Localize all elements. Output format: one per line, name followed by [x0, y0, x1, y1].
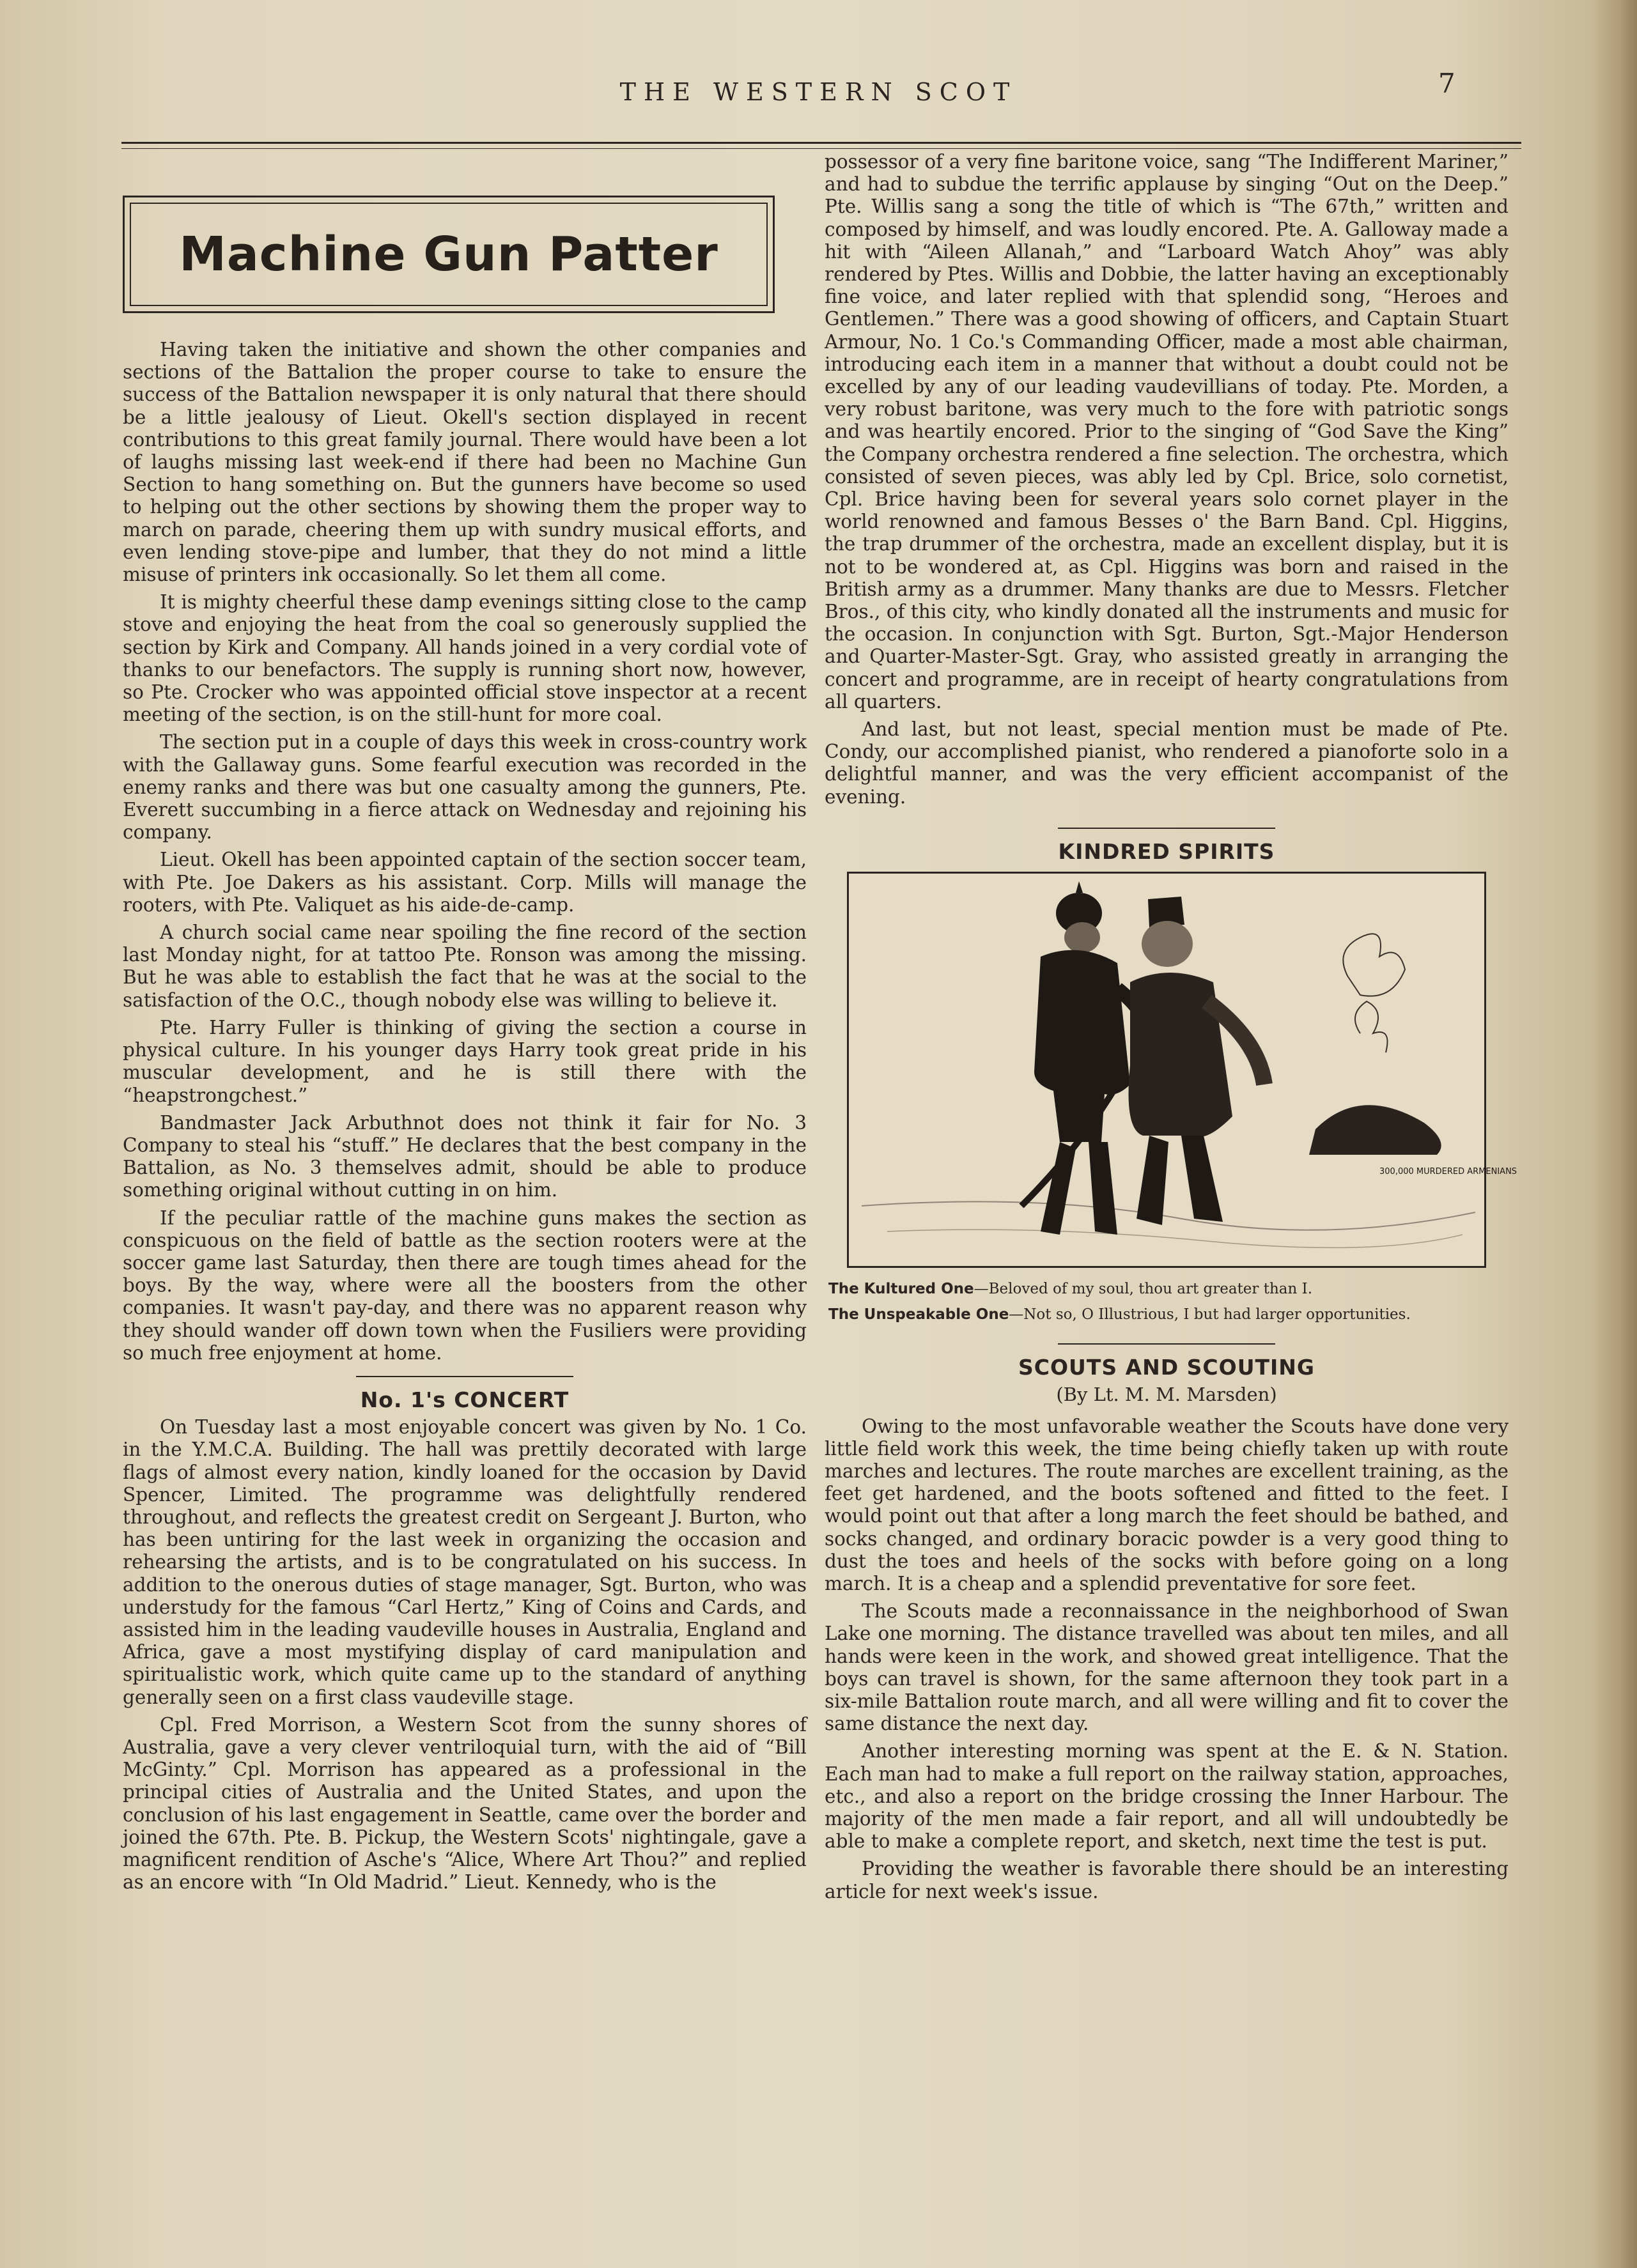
cartoon-heading: KINDRED SPIRITS: [1058, 838, 1275, 864]
page-number: 7: [1438, 68, 1455, 99]
smoke-and-bones: [1309, 934, 1441, 1155]
title-box: [123, 196, 775, 313]
paragraph: Providing the weather is favorable there should be an interesting article for next week's issue.: [825, 1858, 1509, 1902]
paragraph: Owing to the most unfavorable weather the Scouts have done very little field work this week, the time being chiefly taken up with route marches and lectures. The route marches are excellent training, as the feet get hardened, and the boots softened and fitted to the feet. I would point out that after a long march the feet should be bathed, and socks changed, and ordinary boracic powder is a very good thing to dust the toes and heels of the socks with before going on a long march. It is a cheap and a splendid preventative for sore feet.: [825, 1415, 1509, 1594]
concert-heading: No. 1's CONCERT: [360, 1387, 570, 1412]
paragraph: And last, but not least, special mention must be made of Pte. Condy, our accomplished pianist, who rendered a pianoforte solo in a delightful manner, and was the very efficient accompanist of the evening.: [825, 718, 1509, 808]
scouts-byline: (By Lt. M. M. Marsden): [1056, 1384, 1277, 1406]
paragraph: Another interesting morning was spent at the E. & N. Station. Each man had to make a full report on the railway station, approaches, etc., and also a report on the bridge crossing the Inner Harbour. The majority of the men made a fair report, and all will undoubtedly be able to make a complete report, and sketch, next time the test is put.: [825, 1740, 1509, 1853]
cartoon-drawing: [849, 874, 1517, 1266]
article-title: Machine Gun Patter: [179, 227, 718, 282]
section-divider: [1058, 1343, 1275, 1345]
cartoon-caption-2: [828, 1305, 1509, 1324]
paragraph: If the peculiar rattle of the machine guns makes the section as conspicuous on the field of battle as the section rooters were at the soccer game last Saturday, then there are tough times ahead for the boys. By the way, where were all the boosters from the other companies. It wasn't pay-day, and there was no apparent reason why they should wander off down town when the Fusiliers were providing so much free enjoyment at home.: [123, 1207, 807, 1364]
header-rule: [121, 142, 1521, 144]
right-column: [825, 151, 1517, 1908]
section-divider: [1058, 828, 1275, 829]
page-edge-shadow: [1592, 0, 1637, 2268]
paragraph: The section put in a couple of days this week in cross-country work with the Gallaway guns. Some fearful execution was recorded in the enemy ranks and there was but one casualty among the gunners, Pte. Everett succumbing in a fierce attack on Wednesday and rejoining his company.: [123, 731, 807, 844]
caption-text: —Beloved of my soul, thou art greater than I.: [974, 1281, 1313, 1298]
paragraph: A church social came near spoiling the fine record of the section last Monday night, for at tattoo Pte. Ronson was among the missing. But he was able to establish the fact that he was at the social to the satisfaction of the O.C., though nobody else was willing to believe it.: [123, 922, 807, 1011]
paragraph: Bandmaster Jack Arbuthnot does not think it fair for No. 3 Company to steal his “stuff.” He declares that the best company in the Battalion, as No. 3 themselves admit, should be able to produce something original without cutting in on him.: [123, 1111, 807, 1201]
paragraph: Lieut. Okell has been appointed captain of the section soccer team, with Pte. Joe Dakers as his assistant. Corp. Mills will manage the rooters, with Pte. Valiquet as his aide-de-camp.: [123, 849, 807, 916]
scouts-heading: SCOUTS AND SCOUTING: [1018, 1355, 1315, 1380]
paragraph: The Scouts made a reconnaissance in the neighborhood of Swan Lake one morning. The distance travelled was about ten miles, and all hands were keen in the work, and showed great intelligence. That the boys can travel is shown, for the same afternoon they took part in a six-mile Battalion route march, and all were willing and fit to cover the same distance the next day.: [825, 1600, 1509, 1735]
section-divider: [356, 1376, 573, 1377]
title-box-inner: [130, 203, 768, 306]
left-column: [123, 339, 807, 1899]
paragraph: On Tuesday last a most enjoyable concert was given by No. 1 Co. in the Y.M.C.A. Building. The hall was prettily decorated with large flags of almost every nation, kindly loaned for the occasion by David Spencer, Limited. The programme was delightfully rendered throughout, and reflects the greatest credit on Sergeant J. Burton, who has been untiring for the last week in organizing the occasion and rehearsing the artists, and is to be congratulated on his success. In addition to the onerous duties of stage manager, Sgt. Burton, who was understudy for the famous “Carl Hertz,” King of Coins and Cards, and assisted him in the leading vaudeville houses in Australia, England and Africa, gave a most mystifying display of card manipulation and spiritualistic work, which quite came up to the standard of anything generally seen on a first class vaudeville stage.: [123, 1416, 807, 1708]
paragraph: Pte. Harry Fuller is thinking of giving the section a course in physical culture. In his younger days Harry took great pride in his muscular development, and he is still there with the “heapstrongchest.”: [123, 1016, 807, 1106]
cartoon-illustration: [847, 872, 1517, 1268]
header-rule-thin: [121, 148, 1521, 149]
running-head: THE WESTERN SCOT: [619, 78, 1018, 106]
paragraph: possessor of a very fine baritone voice, sang “The Indifferent Mariner,” and had to subdue the terrific applause by singing “Out on the Deep.” Pte. Willis sang a song the title of which is “The 67th,” written and composed by himself, and was loudly encored. Pte. A. Galloway made a hit with “Aileen Allanah,” and “Larboard Watch Ahoy” was ably rendered by Ptes. Willis and Dobbie, the latter having an exceptionably fine voice, and later replied with that splendid song, “Heroes and Gentlemen.” There was a good showing of officers, and Captain Stuart Armour, No. 1 Co.'s Commanding Officer, made a most able chairman, introducing each item in a manner that without a doubt could not be excelled by any of our leading vaudevillians of today. Pte. Morden, a very robust baritone, was very much to the fore with patriotic songs and was heartily encored. Prior to the singing of “God Save the King” the Company orchestra rendered a fine selection. The orchestra, which consisted of seven pieces, was ably led by Cpl. Brice, solo cornetist, Cpl. Brice having been for several years solo cornet player in the world renowned and famous Besses o' the Barn Band. Cpl. Higgins, the trap drummer of the orchestra, made an excellent display, but it is not to be wondered at, as Cpl. Higgins was born and raised in the British army as a drummer. Many thanks are due to Messrs. Fletcher Bros., of this city, who kindly donated all the instruments and music for the occasion. In conjunction with Sgt. Burton, Sgt.-Major Henderson and Quarter-Master-Sgt. Gray, who assisted greatly in arranging the concert and programme, are in receipt of hearty congratulations from all quarters.: [825, 151, 1509, 713]
paragraph: Having taken the initiative and shown the other companies and sections of the Battalion the proper course to take to ensure the success of the Battalion newspaper it is only natural that there should be a little jealousy of Lieut. Okell's section displayed in recent contributions to this great family journal. There would have been a lot of laughs missing last week-end if there had been no Machine Gun Section to hang something on. But the gunners have become so used to helping out the other sections by showing them the proper way to march on parade, cheering them up with sundry musical efforts, and even lending stove-pipe and lumber, that they do not mind a little misuse of printers ink occasionally. So let them all come.: [123, 339, 807, 586]
cartoon-caption-1: [828, 1279, 1509, 1299]
caption-text: —Not so, O Illustrious, I but had larger opportunities.: [1009, 1306, 1411, 1323]
paragraph: It is mighty cheerful these damp evenings sitting close to the camp stove and enjoying the heat from the coal so generously supplied the section by Kirk and Company. All hands joined in a very cordial vote of thanks to our benefactors. The supply is running short now, however, so Pte. Crocker who was appointed official stove inspector at a recent meeting of the section, is on the still-hunt for more coal.: [123, 591, 807, 726]
caption-speaker: The Kultured One: [828, 1281, 974, 1298]
caption-speaker: The Unspeakable One: [828, 1306, 1009, 1323]
paragraph: Cpl. Fred Morrison, a Western Scot from the sunny shores of Australia, gave a very clever ventriloquial turn, with the aid of “Bill McGinty.” Cpl. Morrison has appeared as a professional in the principal cities of Australia and the United States, and upon the conclusion of his last engagement in Seattle, came over the border and joined the 67th. Pte. B. Pickup, the Western Scots' nightingale, gave a magnificent rendition of Asche's “Alice, Where Art Thou?” and replied as an encore with “In Old Madrid.” Lieut. Kennedy, who is the: [123, 1713, 807, 1894]
cartoon-inscription: 300,000 MURDERED ARMENIANS: [1379, 1167, 1517, 1177]
